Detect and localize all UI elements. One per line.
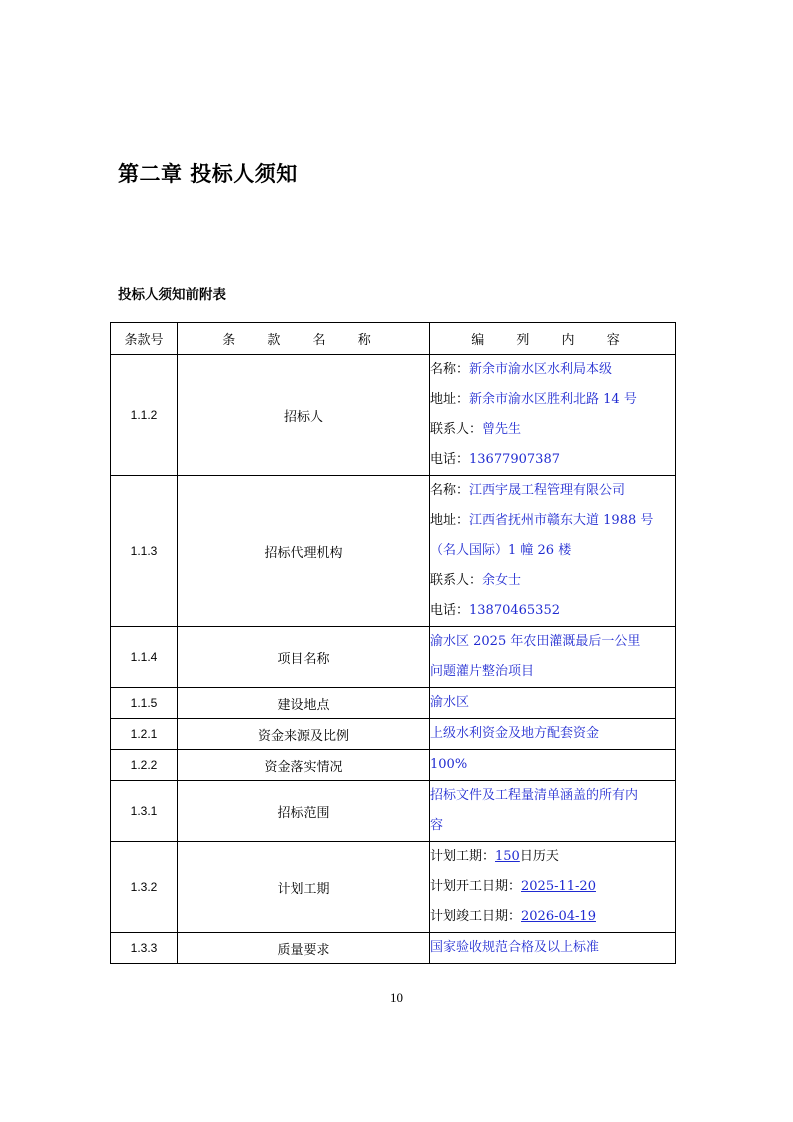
table-row <box>111 476 676 627</box>
chapter-title: 第二章 投标人须知 <box>118 162 298 186</box>
content-line <box>430 536 675 566</box>
clause-no: 1.3.2 <box>111 842 178 933</box>
clause-content <box>430 933 676 964</box>
header-clause-no: 条款号 <box>111 323 178 355</box>
line-value: 渝水区 <box>430 695 470 710</box>
table-row <box>111 842 676 933</box>
start-date-value: 2025-11-20 <box>521 879 596 894</box>
clause-name: 招标人 <box>178 355 430 476</box>
line-label: 电话： <box>430 452 470 467</box>
clause-content <box>430 476 676 627</box>
content-line <box>430 476 675 506</box>
line-label: 名称： <box>430 483 470 498</box>
line-value: 国家验收规范合格及以上标准 <box>430 940 600 955</box>
line-label: 联系人： <box>430 422 483 437</box>
content-line <box>430 627 675 657</box>
clause-name: 项目名称 <box>178 627 430 688</box>
clause-no: 1.3.1 <box>111 781 178 842</box>
line-value: 13870465352 <box>469 603 560 618</box>
clause-no: 1.2.2 <box>111 750 178 781</box>
clause-name: 质量要求 <box>178 933 430 964</box>
line-value: 13677907387 <box>469 452 560 467</box>
clause-content <box>430 627 676 688</box>
table-row <box>111 933 676 964</box>
content-line <box>430 657 675 687</box>
line-value: 江西宇晟工程管理有限公司 <box>469 483 626 498</box>
instructions-table <box>110 322 676 964</box>
line-value: 新余市渝水区水利局本级 <box>469 362 613 377</box>
content-line <box>430 385 675 415</box>
line-label: 联系人： <box>430 573 483 588</box>
table-row <box>111 627 676 688</box>
line-value: 新余市渝水区胜利北路 14 号 <box>469 392 637 407</box>
content-line <box>430 842 675 872</box>
line-value: 江西省抚州市赣东大道 1988 号 <box>469 513 654 528</box>
line-value: 渝水区 2025 年农田灌溉最后一公里 <box>430 634 641 649</box>
table-row <box>111 355 676 476</box>
clause-name: 招标代理机构 <box>178 476 430 627</box>
clause-content <box>430 781 676 842</box>
line-value: 上级水利资金及地方配套资金 <box>430 726 600 741</box>
duration-value: 150 <box>495 849 520 864</box>
line-value: （名人国际）1 幢 26 楼 <box>430 543 572 558</box>
content-line <box>430 355 675 385</box>
clause-no: 1.3.3 <box>111 933 178 964</box>
content-line <box>430 566 675 596</box>
content-line <box>430 719 675 749</box>
page-number: 10 <box>390 990 403 1005</box>
table-row <box>111 750 676 781</box>
line-label: 地址： <box>430 392 470 407</box>
content-line <box>430 902 675 932</box>
line-label: 名称： <box>430 362 470 377</box>
content-line <box>430 415 675 445</box>
clause-content <box>430 355 676 476</box>
line-value: 100% <box>430 757 468 772</box>
clause-name: 计划工期 <box>178 842 430 933</box>
table-header-row <box>111 323 676 355</box>
table-row <box>111 719 676 750</box>
line-label: 计划工期： <box>430 849 496 864</box>
header-clause-name: 条 款 名 称 <box>178 323 430 355</box>
duration-unit: 日历天 <box>519 849 559 864</box>
clause-content <box>430 842 676 933</box>
content-line <box>430 688 675 718</box>
clause-no: 1.1.5 <box>111 688 178 719</box>
clause-name: 资金来源及比例 <box>178 719 430 750</box>
clause-name: 资金落实情况 <box>178 750 430 781</box>
clause-name: 招标范围 <box>178 781 430 842</box>
clause-no: 1.1.3 <box>111 476 178 627</box>
content-line <box>430 933 675 963</box>
line-value: 曾先生 <box>482 422 522 437</box>
line-value: 容 <box>430 818 444 833</box>
line-value: 招标文件及工程量清单涵盖的所有内 <box>430 788 639 803</box>
clause-content <box>430 719 676 750</box>
line-value: 余女士 <box>482 573 522 588</box>
end-date-value: 2026-04-19 <box>521 909 596 924</box>
clause-name: 建设地点 <box>178 688 430 719</box>
line-label: 计划开工日期： <box>430 879 522 894</box>
content-line <box>430 781 675 811</box>
table-row <box>111 688 676 719</box>
table-row <box>111 781 676 842</box>
header-content: 编 列 内 容 <box>430 323 676 355</box>
clause-no: 1.1.4 <box>111 627 178 688</box>
clause-content <box>430 750 676 781</box>
clause-content <box>430 688 676 719</box>
table-caption: 投标人须知前附表 <box>118 287 226 303</box>
content-line <box>430 506 675 536</box>
content-line <box>430 811 675 841</box>
line-value: 问题灌片整治项目 <box>430 664 535 679</box>
line-label: 电话： <box>430 603 470 618</box>
line-label: 计划竣工日期： <box>430 909 522 924</box>
content-line <box>430 872 675 902</box>
content-line <box>430 596 675 626</box>
content-line <box>430 445 675 475</box>
line-label: 地址： <box>430 513 470 528</box>
clause-no: 1.2.1 <box>111 719 178 750</box>
content-line <box>430 750 675 780</box>
clause-no: 1.1.2 <box>111 355 178 476</box>
